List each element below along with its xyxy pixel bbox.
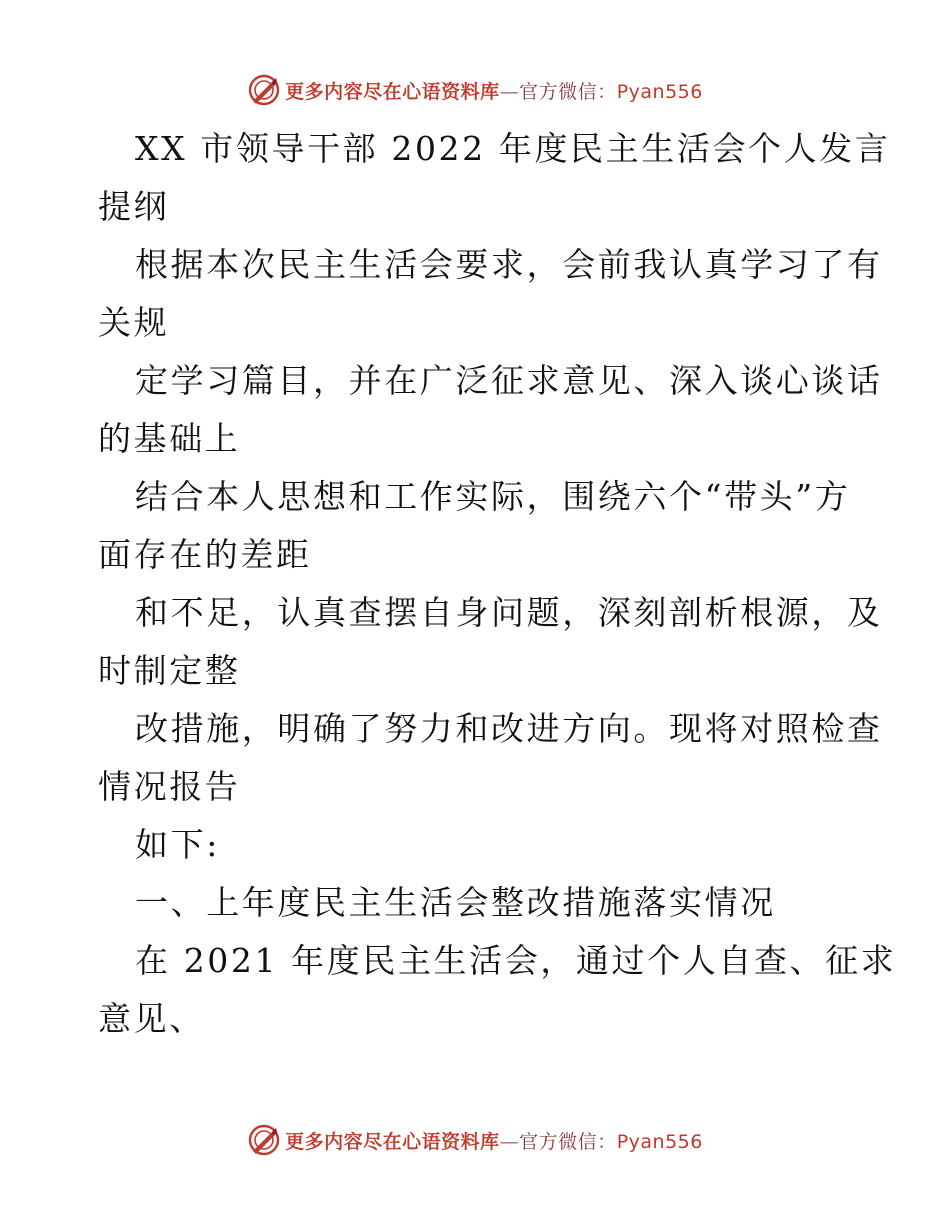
banner-wechat-label: 官方微信：	[519, 1130, 617, 1153]
title-line-1: XX 市领导干部 2022 年度民主生活会个人发言	[135, 129, 891, 168]
paragraph-line: 根据本次民主生活会要求，会前我认真学习了有	[135, 245, 883, 284]
paragraph-line: 如下:	[135, 825, 220, 864]
paragraph-line: 意见、	[98, 999, 205, 1038]
banner-text	[285, 77, 703, 104]
banner-site-name: 更多内容尽在心语资料库	[285, 1130, 500, 1153]
banner-text	[285, 1127, 703, 1154]
banner-wechat-id: Pyan556	[616, 80, 703, 103]
paragraph-line: 定学习篇目，并在广泛征求意见、深入谈心谈话	[135, 361, 883, 400]
paragraph-line: 关规	[98, 303, 170, 342]
pen-logo-icon	[247, 1123, 281, 1157]
section-heading: 一、上年度民主生活会整改措施落实情况	[135, 883, 776, 922]
banner-wechat-id: Pyan556	[616, 1130, 703, 1153]
document-body	[98, 120, 897, 1048]
paragraph-line: 的基础上	[98, 419, 241, 458]
banner-dash: —	[499, 1130, 520, 1153]
paragraph-line: 和不足，认真查摆自身问题，深刻剖析根源，及	[135, 593, 883, 632]
paragraph-line: 面存在的差距	[98, 535, 312, 574]
banner-wechat-label: 官方微信：	[519, 80, 617, 103]
paragraph-line: 改措施，明确了努力和改进方向。现将对照检查	[135, 709, 883, 748]
paragraph-line: 结合本人思想和工作实际，围绕六个“带头”方	[135, 477, 851, 516]
footer-banner	[0, 1118, 950, 1162]
banner-dash: —	[499, 80, 520, 103]
paragraph-line: 情况报告	[98, 767, 241, 806]
banner-site-name: 更多内容尽在心语资料库	[285, 80, 500, 103]
paragraph-line: 时制定整	[98, 651, 241, 690]
paragraph-line: 在 2021 年度民主生活会，通过个人自查、征求	[135, 941, 897, 980]
title-line-2: 提纲	[98, 187, 170, 226]
header-banner	[0, 68, 950, 112]
pen-logo-icon	[247, 73, 281, 107]
